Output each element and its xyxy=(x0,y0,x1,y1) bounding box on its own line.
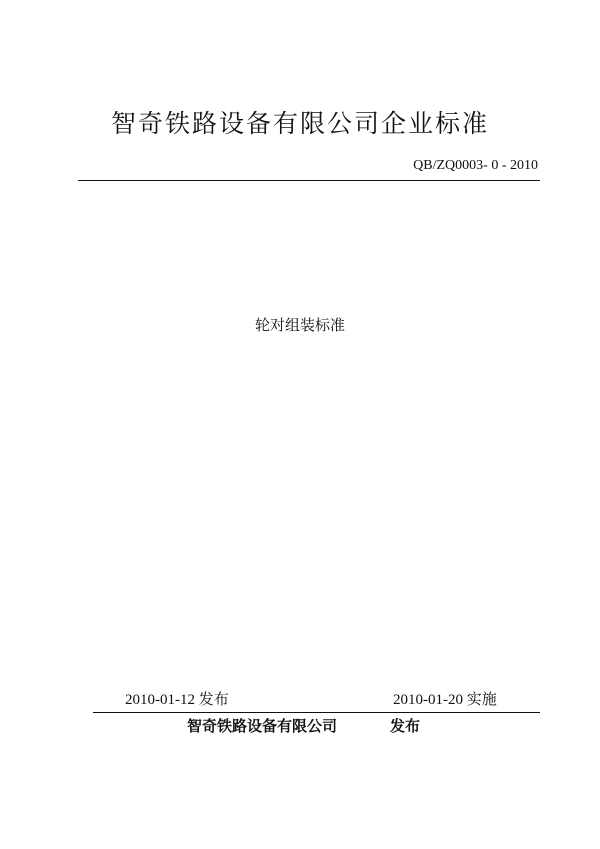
publish-label: 发布 xyxy=(390,717,421,735)
footer-divider xyxy=(93,712,540,713)
implementation-date: 2010-01-20 实施 xyxy=(393,692,497,708)
standard-code: QB/ZQ0003- 0 - 2010 xyxy=(413,158,538,173)
company-standard-title: 智奇铁路设备有限公司企业标准 xyxy=(110,109,489,138)
publisher-name: 智奇铁路设备有限公司 xyxy=(187,717,338,735)
header-divider xyxy=(78,180,540,181)
issue-date: 2010-01-12 发布 xyxy=(125,692,229,708)
document-title: 轮对组装标准 xyxy=(254,316,345,334)
